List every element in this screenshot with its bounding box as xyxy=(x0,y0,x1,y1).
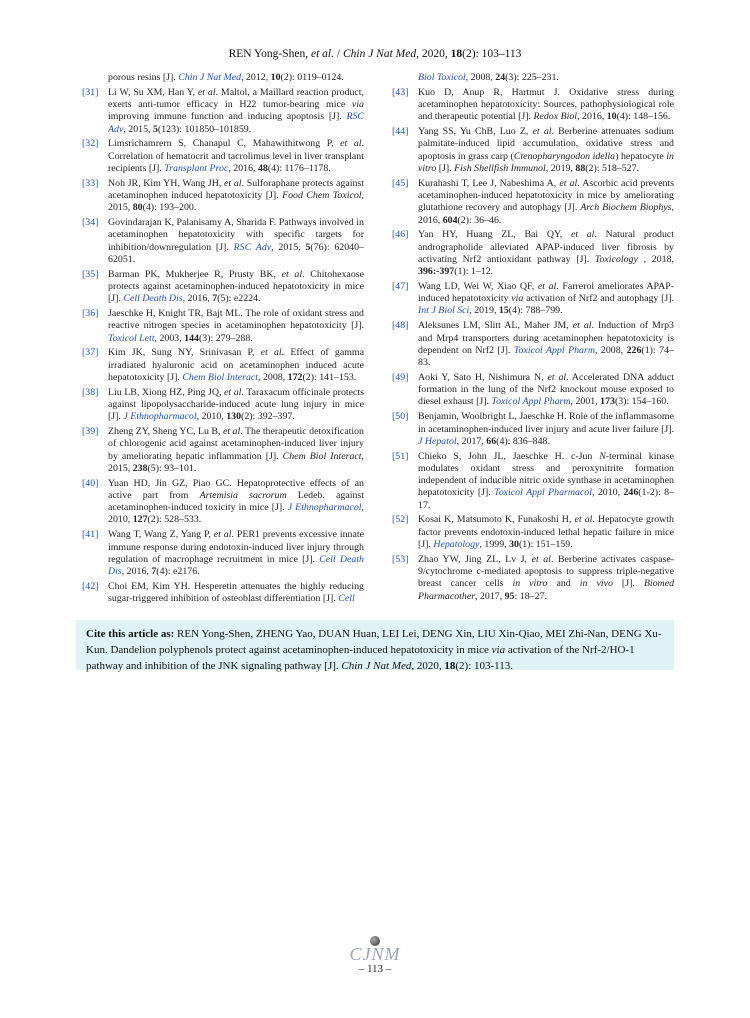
reference-number: [50] xyxy=(392,411,409,423)
reference-text: Biomed Pharmacother xyxy=(418,578,675,602)
reference-text: in vivo xyxy=(579,578,613,590)
reference-text: Yan HY, Huang ZL, Bai QY, xyxy=(418,229,571,241)
journal-link[interactable]: J Ethnopharmacol xyxy=(123,411,197,423)
reference-number: [32] xyxy=(82,138,99,150)
reference-text: , 2012, xyxy=(241,72,271,83)
journal-logo-text: CJNM xyxy=(349,944,401,964)
reference-text: et al xyxy=(531,553,551,565)
cite-volume: 18 xyxy=(444,660,456,672)
reference-text: Wang T, Wang Z, Yang P, xyxy=(108,529,214,541)
journal-link[interactable]: Cell Death Dis xyxy=(108,553,364,578)
reference-entry xyxy=(392,87,674,124)
journal-link[interactable]: Biol Toxicol xyxy=(418,72,466,83)
reference-text: , 2003, xyxy=(154,332,185,344)
journal-link[interactable]: RSC Adv xyxy=(108,111,364,135)
reference-text: . Induction of Mrp3 and Mrp4 transporters during acetaminophen hepatotoxicity is dependent on Nrf2 [J]. xyxy=(418,320,674,356)
reference-entry xyxy=(392,514,674,551)
reference-text: 173 xyxy=(600,396,615,408)
reference-text: et al xyxy=(222,426,241,438)
reference-number: [49] xyxy=(392,371,409,383)
reference-text: . Taraxacum officinale protects against lipopolysaccharide-induced acute lung injury in mice [J]. xyxy=(108,386,365,423)
reference-entry xyxy=(82,308,364,345)
reference-text: , 2015, xyxy=(271,241,306,253)
reference-text: , 2017, xyxy=(475,590,505,602)
reference-text: (4): 788–799. xyxy=(508,305,563,317)
reference-text: [J]. xyxy=(612,578,644,590)
reference-text: in vitro xyxy=(512,578,548,590)
reference-text: et al xyxy=(532,126,552,138)
reference-text: Zheng ZY, Sheng YC, Lu B, xyxy=(108,426,223,438)
reference-text: 396:-397 xyxy=(418,266,455,278)
reference-text: . Farrerol ameliorates APAP-induced hepatotoxicity xyxy=(418,280,674,305)
reference-text: 66 xyxy=(486,435,497,447)
reference-text: et al xyxy=(260,347,282,359)
reference-text: Li W, Su XM, Han Y, xyxy=(108,86,198,98)
reference-text: . Effect of gamma irradiated hyaluronic acid on acetaminophen induced acute hepatotoxicity [J]. xyxy=(108,347,364,383)
journal-link[interactable]: J Ethnopharmacol xyxy=(287,502,362,514)
reference-text: , 2016, xyxy=(182,293,213,305)
reference-entry xyxy=(392,178,674,227)
reference-text: et al xyxy=(547,371,567,383)
reference-text: , 2010, xyxy=(108,502,365,526)
reference-text: 7 xyxy=(212,293,218,305)
reference-text: . Maltol, a Maillard reaction product, exerts anti-tumor efficacy in H22 tumor-bearing mice xyxy=(108,86,365,111)
reference-text: 130 xyxy=(226,411,242,423)
journal-link[interactable]: Toxicol Appl Pharmacol xyxy=(494,487,592,499)
reference-text: 604 xyxy=(442,214,458,226)
reference-entry xyxy=(392,411,674,448)
reference-text: , 2010, xyxy=(592,487,624,499)
reference-entry xyxy=(392,372,674,409)
reference-text: et al xyxy=(570,229,595,241)
reference-text: et al xyxy=(537,280,557,292)
reference-entry xyxy=(82,347,364,384)
reference-number: [31] xyxy=(82,86,99,98)
reference-text: 10 xyxy=(270,72,281,83)
reference-entry xyxy=(392,320,674,369)
journal-link[interactable]: Toxicol Appl Pharm xyxy=(513,344,595,356)
reference-text: . The therapeutic detoxification of chlorogenic acid against acetaminophen-induced liver injury by ameliorating hepatic inflammation [J]. xyxy=(108,426,364,462)
reference-number: [34] xyxy=(82,217,99,229)
reference-entry xyxy=(392,451,674,512)
reference-text: Chem Biol Interact xyxy=(282,450,362,462)
journal-link[interactable]: Int J Biol Sci xyxy=(418,305,470,317)
reference-text: . Accelerated DNA adduct formation in the lung of the Nrf2 knockout mouse exposed to diesel exhaust [J]. xyxy=(418,371,674,408)
reference-text: 15 xyxy=(498,305,509,317)
reference-text: . Natural product andrographolide alleviated APAP-induced liver fibrosis by activating Nrf2 antioxidant pathway [J]. xyxy=(418,229,675,265)
reference-entry xyxy=(82,217,364,266)
header-authors: REN Yong-Shen, xyxy=(228,48,309,60)
reference-number: [40] xyxy=(82,477,99,489)
reference-text: 30 xyxy=(509,538,519,550)
reference-text: 5 xyxy=(152,123,158,135)
reference-text: et al xyxy=(197,86,216,98)
reference-text: and xyxy=(547,578,580,590)
reference-text: (4): 1176–1178. xyxy=(267,162,331,174)
journal-link[interactable]: Cell xyxy=(338,593,355,605)
reference-text: et al xyxy=(224,177,242,189)
reference-text: (1): 74–83. xyxy=(418,344,674,369)
reference-text: , 2016, xyxy=(121,566,152,578)
journal-link[interactable]: Chem Biol Interact xyxy=(182,371,259,383)
reference-text: et al xyxy=(224,386,242,398)
reference-text: . Berberine attenuates sodium palmitate-induced lipid accumulation, oxidative stress and apoptosis in grass carp ( xyxy=(418,126,674,162)
reference-text: Aoki Y, Sato H, Nishimura N, xyxy=(418,371,548,383)
header-volume: 18 xyxy=(450,48,463,60)
reference-number: [47] xyxy=(392,280,409,292)
reference-text: Aleksunes LM, Slitt AL, Maher JM, xyxy=(418,320,573,332)
reference-number: [42] xyxy=(82,580,99,592)
reference-text: activation of Nrf2 and autophagy [J]. xyxy=(523,293,674,305)
reference-number: [43] xyxy=(392,86,409,98)
reference-entry xyxy=(82,138,364,175)
reference-entry xyxy=(82,72,364,84)
reference-text: 7 xyxy=(151,566,157,578)
reference-text: Barman PK, Mukherjee R, Prusty BK, xyxy=(108,268,282,280)
reference-text: et al xyxy=(213,529,232,541)
reference-text: Fish Shellfish Immunol xyxy=(454,162,546,174)
reference-text: , 2008, xyxy=(594,344,627,356)
reference-entry xyxy=(82,581,364,606)
reference-text: 5 xyxy=(305,241,311,253)
reference-text: et al xyxy=(340,138,362,150)
reference-text: Liu LB, Xiong HZ, Ping JQ, xyxy=(108,386,225,398)
header-pages: (2): 103–113 xyxy=(462,48,522,60)
reference-entry xyxy=(82,87,364,136)
journal-link[interactable]: Transplant Proc xyxy=(164,162,229,174)
page-number: – 113 – xyxy=(358,963,392,975)
references-left-column xyxy=(82,72,364,608)
reference-text: (1-2): 8–17. xyxy=(418,487,675,511)
reference-text: improving immune function and inducing apoptosis [J]. xyxy=(108,111,347,123)
reference-entry xyxy=(392,554,674,603)
reference-text: 144 xyxy=(184,332,199,344)
reference-text: Arch Biochem Biophys xyxy=(580,202,672,214)
reference-text: (4): e2176. xyxy=(156,566,200,578)
reference-text: 226 xyxy=(626,344,642,356)
reference-number: [51] xyxy=(392,450,409,462)
reference-text: , 2016, xyxy=(418,202,674,226)
reference-text: , 2016, xyxy=(577,111,607,123)
reference-text: (5): 93–101. xyxy=(147,462,197,474)
reference-text: 95 xyxy=(504,590,515,602)
reference-number: [48] xyxy=(392,320,409,332)
reference-text: (2): 36–46. xyxy=(457,214,502,226)
reference-number: [33] xyxy=(82,177,99,189)
journal-link[interactable]: RSC Adv xyxy=(233,241,272,253)
reference-text: -terminal kinase modulates oxidant stress and peroxynitrite formation independent of inducible nitric oxide synthase in acetaminophen hepatotoxicity [J]. xyxy=(418,450,675,499)
reference-text: N xyxy=(599,450,606,462)
reference-text: , 2008, xyxy=(258,371,288,383)
reference-text: (1): 151–159. xyxy=(518,538,573,550)
reference-text: (3): 154–160. xyxy=(614,396,669,408)
reference-text: Wang LD, Wei W, Xiao QF, xyxy=(418,280,538,292)
reference-text: . Chitohexaose protects against acetaminophen-induced hepatotoxicity in mice [J]. xyxy=(108,268,364,305)
reference-text: . Sulforaphane protects against acetaminophen induced hepatotoxicity [J]. xyxy=(108,177,364,202)
reference-text: Jaeschke H, Knight TR, Bajt ML. The role of oxidant stress and reactive nitrogen species in acetaminophen hepatotoxicity [J]. xyxy=(108,308,364,332)
journal-link[interactable]: Chin J Nat Med xyxy=(178,72,242,83)
reference-text: 24 xyxy=(495,72,506,83)
reference-number: [38] xyxy=(82,386,99,398)
reference-number: [35] xyxy=(82,268,99,280)
reference-text: 80 xyxy=(132,202,143,214)
journal-link[interactable]: J Hepatol xyxy=(418,435,457,447)
reference-text: . Hepatocyte growth factor prevents endotoxin-induced lethal hepatic failure in mice [J]. xyxy=(418,514,674,550)
reference-text: . Ascorbic acid prevents acetaminophen-induced hepatotoxicity in mice by ameliorating glutathione recovery and autophagy [J]. xyxy=(418,177,674,214)
reference-text: ) hepatocyte xyxy=(615,150,667,162)
reference-text: (3): 225–231. xyxy=(505,72,559,83)
journal-link[interactable]: Toxicol Lett xyxy=(108,332,155,344)
reference-text: , 2008, xyxy=(465,72,496,83)
reference-text: Kim JK, Sung NY, Srinivasan P, xyxy=(108,347,261,359)
reference-number: [41] xyxy=(82,529,99,541)
reference-text: (4): 148–156. xyxy=(616,111,671,123)
reference-text: (1): 1–12. xyxy=(454,266,494,278)
reference-number: [37] xyxy=(82,347,99,359)
reference-text: via xyxy=(511,293,524,305)
reference-text: Artemisia sacrorum xyxy=(199,489,287,501)
header-sep: / xyxy=(334,48,343,60)
reference-text: (2): 518–527. xyxy=(585,162,640,174)
reference-text: , 1999, xyxy=(479,538,510,550)
reference-text: 127 xyxy=(132,514,148,526)
reference-text: 172 xyxy=(287,371,303,383)
reference-entry xyxy=(392,281,674,318)
reference-text: 10 xyxy=(606,111,617,123)
reference-text: (3): 279–288. xyxy=(198,332,253,344)
page-footer xyxy=(0,936,750,975)
reference-text: in vitro xyxy=(418,150,674,174)
running-header xyxy=(0,48,750,60)
header-year: , 2020, xyxy=(416,48,451,60)
header-etal: et al. xyxy=(311,48,334,60)
reference-entry xyxy=(82,529,364,578)
reference-text: . PER1 prevents excessive innate immune response during endotoxin-induced liver injury through regulation of macrophage recruitment in mice [J]. xyxy=(108,529,365,565)
reference-number: [52] xyxy=(392,514,409,526)
reference-text: [J]. xyxy=(436,162,455,174)
reference-entry xyxy=(392,72,674,84)
journal-link[interactable]: Cell Death Dis xyxy=(123,293,183,305)
reference-text: Benjamin, Woolbright L, Jaeschke H. Role of the inflammasome in acetaminophen-induced liver injury and acute liver failure [J]. xyxy=(418,411,674,435)
reference-text: , 2015, xyxy=(123,123,153,135)
reference-text: 238 xyxy=(132,462,148,474)
reference-text: Toxicology xyxy=(594,253,638,265)
cite-text-2: activation of the Nrf-2/HO-1 pathway and inhibition of the JNK signaling pathway [J]. xyxy=(86,644,635,672)
reference-text: Govindarajan K, Palanisamy A, Sharida F. Pathways involved in acetaminophen hepatotoxicity with specific targets for inhibition/downregulation [J]. xyxy=(108,217,364,253)
reference-text: Limsrichamrern S, Chanapul C, Mahawithitwong P, xyxy=(108,138,341,150)
reference-text: Noh JR, Kim YH, Wang JH, xyxy=(108,177,225,189)
reference-number: [36] xyxy=(82,308,99,320)
reference-text: (76): 62040–62051. xyxy=(108,241,364,265)
reference-text: via xyxy=(351,99,364,111)
reference-text: (4): 836–848. xyxy=(496,435,550,447)
reference-text: , 2010, xyxy=(196,411,227,423)
reference-number: [53] xyxy=(392,553,409,565)
reference-entry xyxy=(392,126,674,175)
reference-text: Choi EM, Kim YH. Hesperetin attenuates the highly reducing sugar-triggered inhibition of osteoblast differentiation [J]. xyxy=(108,580,364,605)
reference-text: (2): 392–397. xyxy=(241,411,295,423)
journal-link[interactable]: Toxicol Appl Pharm xyxy=(491,396,571,408)
reference-text: et al xyxy=(281,268,303,280)
cite-this-article-box xyxy=(76,620,674,670)
reference-entry xyxy=(82,269,364,306)
reference-text: Kosai K, Matsumoto K, Funakoshi H, xyxy=(418,514,575,526)
reference-text: (123): 101850–101859. xyxy=(157,123,252,135)
reference-text: et al xyxy=(559,177,578,189)
cite-via: via xyxy=(491,644,506,656)
header-journal: Chin J Nat Med xyxy=(342,48,417,60)
reference-number: [45] xyxy=(392,177,409,189)
reference-text: (4): 193–200. xyxy=(142,202,197,214)
reference-text: Yang SS, Yu ChB, Luo Z, xyxy=(418,126,533,138)
references-right-column xyxy=(392,72,674,605)
reference-text: Yuan HD, Jin GZ, Piao GC. Hepatoprotective effects of an active part from xyxy=(108,477,364,501)
cite-label: Cite this article as: xyxy=(86,628,175,640)
cite-text-3: , 2020, xyxy=(411,660,445,672)
reference-entry xyxy=(82,178,364,215)
reference-text: Redox Biol xyxy=(533,111,578,123)
reference-text: Ctenopharyngodon idella xyxy=(513,150,616,162)
reference-number: [44] xyxy=(392,126,409,138)
reference-text: Chieko S, John JL, Jaeschke H. c-Jun xyxy=(418,450,600,462)
reference-text: , 2017, xyxy=(456,435,487,447)
reference-text: . Correlation of hematocrit and tacrolimus level in liver transplant recipients [J]. xyxy=(108,138,365,174)
reference-entry xyxy=(392,229,674,278)
reference-text: 88 xyxy=(575,162,586,174)
reference-text: 246 xyxy=(623,487,639,499)
reference-text: Food Chem Toxicol xyxy=(282,190,362,202)
reference-text: Ledeb. against acetaminophen-induced toxicity in mice [J]. xyxy=(108,489,365,514)
cite-journal: Chin J Nat Med xyxy=(341,660,412,672)
reference-entry xyxy=(82,478,364,527)
reference-text: , 2019, xyxy=(545,162,576,174)
reference-text: (5): e2224. xyxy=(217,293,261,305)
reference-number: [39] xyxy=(82,426,99,438)
reference-text: , 2015, xyxy=(108,190,364,214)
reference-text: (2): 0119–0124. xyxy=(280,72,344,83)
reference-entry xyxy=(82,426,364,475)
cite-text-4: (2): 103-113. xyxy=(455,660,514,672)
journal-link[interactable]: Hepatology xyxy=(433,538,480,550)
reference-text: , 2015, xyxy=(108,450,364,474)
reference-text: Kuo D, Anup R, Hartmut J. Oxidative stress during acetaminophen hepatotoxicity: Sources, pathophysiological role and therapeutic potential [J]. xyxy=(418,86,674,123)
reference-text: , 2018, xyxy=(637,253,674,265)
reference-text: . Berberine activates caspase-9/cytochrome c-mediated apoptosis to suppress triple-negative breast cancer cells xyxy=(418,553,674,590)
reference-text: (2): 141–153. xyxy=(302,371,357,383)
reference-text: (2): 528–533. xyxy=(147,514,202,526)
reference-entry xyxy=(82,387,364,424)
reference-text: : 18–27. xyxy=(514,590,547,602)
reference-text: Zhao YW, Jing ZL, Lv J, xyxy=(418,553,532,565)
reference-text: , 2001, xyxy=(570,396,601,408)
reference-text: , 2019, xyxy=(469,305,499,317)
reference-text: et al xyxy=(574,514,593,526)
reference-text: , 2016, xyxy=(228,162,258,174)
reference-text: Kurahashi T, Lee J, Nabeshima A, xyxy=(418,177,560,189)
reference-text: porous resins [J]. xyxy=(108,72,179,83)
reference-number: [46] xyxy=(392,229,409,241)
cite-text-1: REN Yong-Shen, ZHENG Yao, DUAN Huan, LEI Lei, DENG Xin, LIU Xin-Qiao, MEI Zhi-Nan, DENG Xu-Kun. Dandelion polyphenols protect against acetaminophen-induced hepatotoxicity in mice xyxy=(86,628,662,656)
reference-text: 48 xyxy=(257,162,268,174)
reference-text: et al xyxy=(572,320,592,332)
